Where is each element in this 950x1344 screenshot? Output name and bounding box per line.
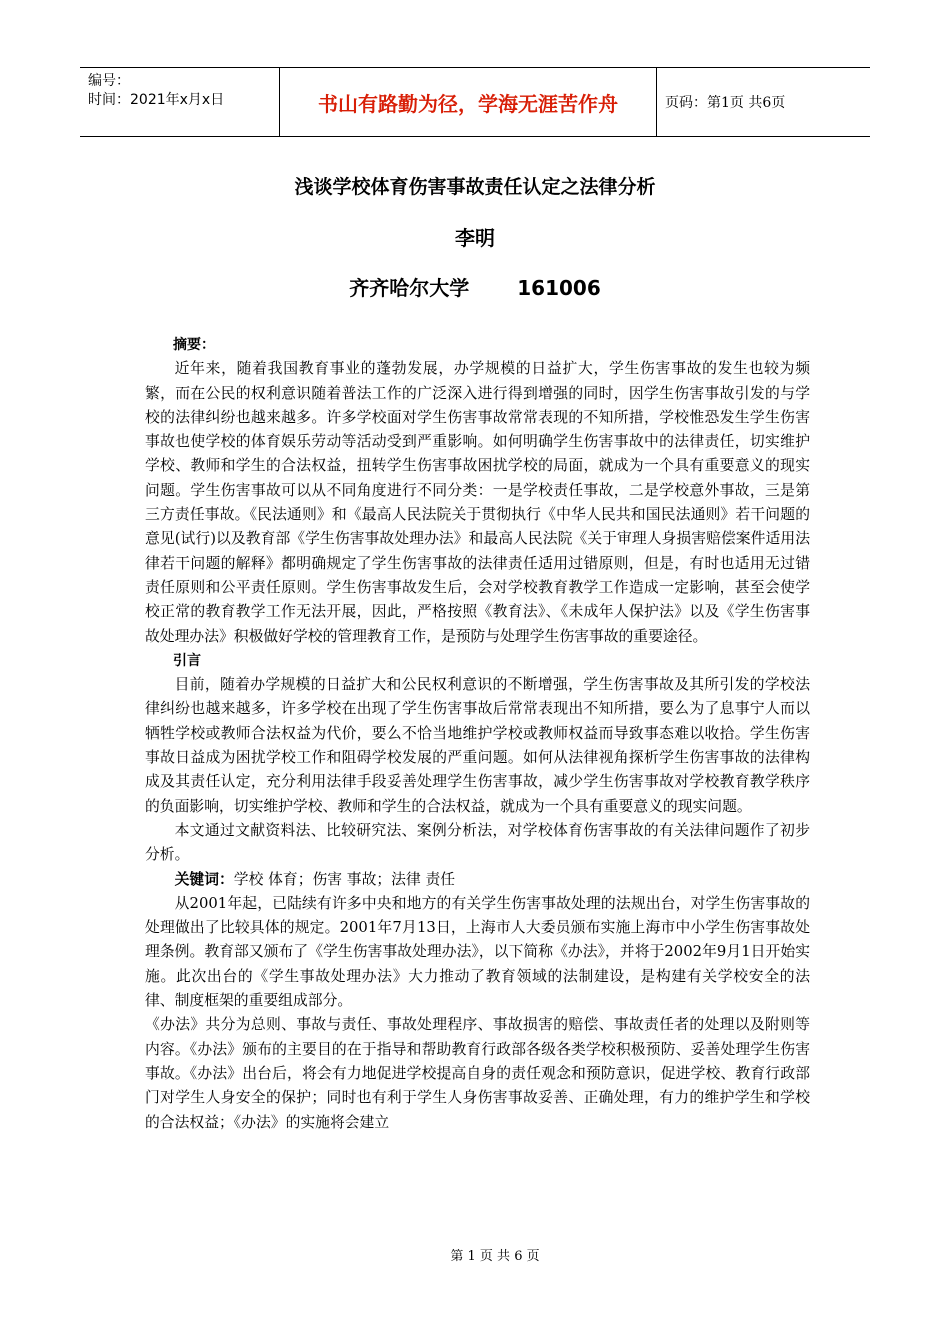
document-number-label: 编号： (88, 73, 130, 89)
body-paragraph: 《办法》共分为总则、事故与责任、事故处理程序、事故损害的赔偿、事故责任者的处理以及附则等内容。《办法》颁布的主要目的在于指导和帮助教育行政部各级各类学校积极预防、妥善处理学生伤害事故。《办法》出台后，将会有力地促进学校提高自身的责任观念和预防意识，促进学校、教育行政部门对学生人身安全的保护；同时也有利于学生人身伤害事故妥善、正确处理，有力的维护学生和学校的合法权益；《办法》的实施将会建立 (145, 1016, 810, 1131)
page-header (80, 67, 870, 137)
institution-code: 161006 (517, 276, 601, 300)
keywords-line (145, 868, 810, 892)
introduction-paragraph: 目前，随着办学规模的日益扩大和公民权利意识的不断增强，学生伤害事故及其所引发的学校法律纠纷也越来越多，许多学校在出现了学生伤害事故后常常表现出不知所措，要么为了息事宁人而以牺牲学校或教师合法权益为代价，要么不恰当地维护学校或教师权益而导致事态难以收拾。学生伤害事故日益成为困扰学校工作和阻碍学校发展的严重问题。如何从法律视角探析学生伤害事故的法律构成及其责任认定，充分利用法律手段妥善处理学生伤害事故，减少学生伤害事故对学校教育教学秩序的负面影响，切实维护学校、教师和学生的合法权益，就成为一个具有重要意义的现实问题。 (145, 676, 810, 815)
document-author: 李明 (455, 226, 495, 250)
page-footer: 第 1 页 共 6 页 (450, 1249, 540, 1264)
document-title: 浅谈学校体育伤害事故责任认定之法律分析 (294, 176, 656, 198)
abstract-text: 近年来，随着我国教育事业的蓬勃发展，办学规模的日益扩大，学生伤害事故的发生也较为频繁，而在公民的权利意识随着普法工作的广泛深入进行得到增强的同时，因学生伤害事故引发的与学校的法律纠纷也越来越多。许多学校面对学生伤害事故常常表现的不知所措，学校惟恐发生学生伤害事故也使学校的体育娱乐劳动等活动受到严重影响。如何明确学生伤害事故中的法律责任，切实维护学校、教师和学生的合法权益，扭转学生伤害事故困扰学校的局面，就成为一个具有重要意义的现实问题。学生伤害事故可以从不同角度进行不同分类：一是学校责任事故，二是学校意外事故，三是第三方责任事故。《民法通则》和《最高人民法院关于贯彻执行《中华人民共和国民法通则》若干问题的意见(试行)以及教育部《学生伤害事故处理办法》和最高人民法院《关于审理人身损害赔偿案件适用法律若干问题的解释》都明确规定了学生伤害事故的法律责任适用过错原则，但是，有时也适用无过错责任原则和公平责任原则。学生伤害事故发生后，会对学校教育教学工作造成一定影响，甚至会使学校正常的教育教学工作无法开展，因此，严格按照《教育法》、《未成年人保护法》以及《学生伤害事故处理办法》积极做好学校的管理教育工作，是预防与处理学生伤害事故的重要途径。 (145, 360, 810, 645)
header-meta (80, 68, 280, 136)
document-body (145, 333, 810, 1135)
abstract-label: 摘要： (173, 337, 215, 353)
header-motto: 书山有路勤为径，学海无涯苦作舟 (280, 68, 657, 136)
header-page-info: 页码：第1页 共6页 (665, 95, 786, 111)
keywords-text: 学校 体育；伤害 事故；法律 责任 (233, 870, 456, 888)
keywords-label: 关键词： (174, 870, 234, 888)
institution-name: 齐齐哈尔大学 (349, 276, 470, 300)
document-affiliation (0, 272, 950, 301)
document-time-label: 时间：2021年x月x日 (88, 92, 225, 108)
introduction-label: 引言 (173, 652, 201, 669)
body-paragraph: 从2001年起，已陆续有许多中央和地方的有关学生伤害事故处理的法规出台，对学生伤害事故的处理做出了比较具体的规定。2001年7月13日，上海市人大委员颁布实施上海市中小学生伤害事故处理条例。教育部又颁布了《学生伤害事故处理办法》，以下简称《办法》，并将于2002年9月1日开始实施。此次出台的《学生事故处理办法》大力推动了教育领域的法制建设，是构建有关学校安全的法律、制度框架的重要组成部分。 (145, 894, 810, 1010)
introduction-paragraph: 本文通过文献资料法、比较研究法、案例分析法，对学校体育伤害事故的有关法律问题作了初步分析。 (145, 821, 810, 864)
